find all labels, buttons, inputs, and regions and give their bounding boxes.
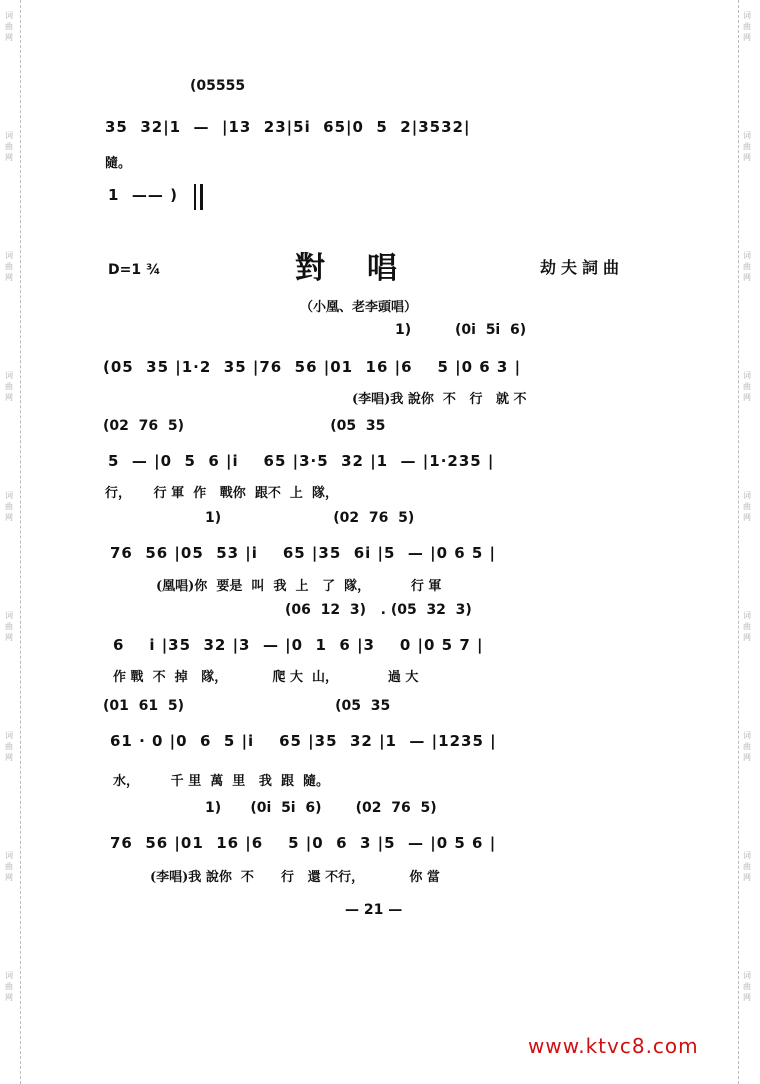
watermark: 词 曲 网 [5, 251, 13, 282]
accomp-notes: 1) (0i 5i 6) [395, 322, 527, 338]
lyric-line: 水， 千 里 萬 里 我 跟 隨。 [113, 774, 329, 789]
notation-line [0, 446, 760, 480]
accomp-notes: 1) (0i 5i 6) (02 76 5) [205, 800, 437, 816]
watermark: 词 曲 网 [743, 11, 751, 42]
watermark: 词 曲 网 [5, 11, 13, 42]
page-number: — 21 — [345, 902, 403, 918]
watermark: 词 曲 网 [743, 251, 751, 282]
watermark: 词 曲 网 [743, 131, 751, 162]
watermark: 词 曲 网 [5, 131, 13, 162]
notation-text: 35 32|1 — |13 23|5i 65|0 5 2|3532| [105, 118, 471, 136]
watermark: 词 曲 网 [5, 851, 13, 882]
notation-text: 1 —— ) [108, 186, 178, 204]
prev-accomp-notes: (05555 [190, 78, 246, 94]
notation-text: (05 35 |1·2 35 |76 56 |01 16 |6 5 |0 6 3 | [103, 358, 522, 376]
watermark: 词 曲 网 [5, 971, 13, 1002]
notation-line [0, 352, 760, 386]
notation-text: 61 · 0 |0 6 5 |i 65 |35 32 |1 — |1235 | [110, 732, 497, 750]
double-bar [200, 184, 203, 210]
watermark: 词 曲 网 [5, 371, 13, 402]
lyric-line: 作 戰 不 掉 隊， 爬 大 山， 過 大 [113, 670, 419, 685]
watermark: 词 曲 网 [743, 491, 751, 522]
song-author: 劫夫詞曲 [540, 258, 625, 277]
notation-text: 76 56 |05 53 |i 65 |35 6i |5 — |0 6 5 | [110, 544, 497, 562]
watermark: 词 曲 网 [5, 611, 13, 642]
watermark: 词 曲 网 [743, 971, 751, 1002]
watermark: 词 曲 网 [5, 731, 13, 762]
notation-line [0, 726, 760, 760]
lyric-line: 行， 行 軍 作 戰你 跟不 上 隊， [105, 486, 338, 501]
prev-lyric: 隨。 [105, 156, 132, 171]
accomp-notes: 1) (02 76 5) [205, 510, 415, 526]
prev-end-line [0, 180, 760, 214]
singer-roles: （小凰、老李頭唱） [300, 300, 418, 315]
notation-line [0, 538, 760, 572]
watermark: 词 曲 网 [5, 491, 13, 522]
notation-line [0, 828, 760, 862]
lyric-line: (李唱)我 說你 不 行 就 不 [352, 392, 527, 407]
lyric-line: (凰唱)你 要是 叫 我 上 了 隊， 行 軍 [156, 579, 442, 594]
lyric-line: (李唱)我 說你 不 行 還 不行， 你 當 [150, 870, 440, 885]
watermark: 词 曲 网 [743, 851, 751, 882]
watermark: 词 曲 网 [743, 611, 751, 642]
key-signature: D=1 ¾ [108, 262, 161, 278]
watermark: 词 曲 网 [743, 371, 751, 402]
prev-notation-line [0, 112, 760, 146]
watermark: 词 曲 网 [743, 731, 751, 762]
notation-text: 5 — |0 5 6 |i 65 |3·5 32 |1 — |1·235 | [108, 452, 495, 470]
accomp-notes: (01 61 5) (05 35 [103, 698, 391, 714]
accomp-notes: (06 12 3) . (05 32 3) [285, 602, 472, 618]
song-title: 對唱 [295, 251, 439, 286]
notation-text: 76 56 |01 16 |6 5 |0 6 3 |5 — |0 5 6 | [110, 834, 497, 852]
notation-line [0, 630, 760, 664]
site-watermark: www.ktvc8.com [528, 1034, 699, 1058]
notation-text: 6 i |35 32 |3 — |0 1 6 |3 0 |0 5 7 | [113, 636, 484, 654]
accomp-notes: (02 76 5) (05 35 [103, 418, 386, 434]
double-bar [194, 184, 196, 210]
